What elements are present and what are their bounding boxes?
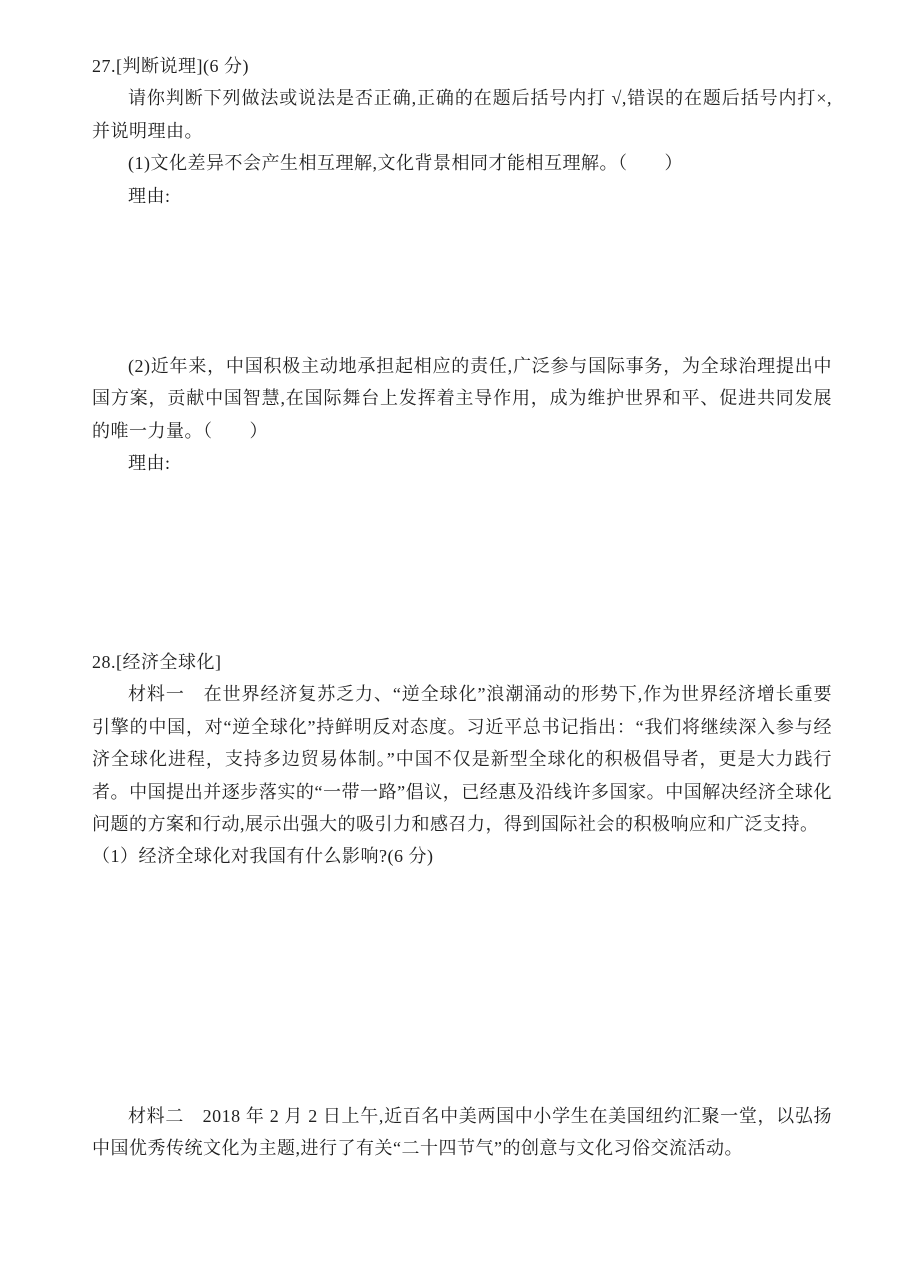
question-27-instructions: 请你判断下列做法或说法是否正确,正确的在题后括号内打 √,错误的在题后括号内打×,并说明理由。 (92, 88, 832, 141)
question-27-section (92, 50, 832, 212)
question-28-material-2-section (92, 1100, 832, 1165)
answer-space-27-1 (92, 220, 832, 340)
question-28-material-1: 材料一 在世界经济复苏乏力、“逆全球化”浪潮涌动的形势下,作为世界经济增长重要引擎的中国，对“逆全球化”持鲜明反对态度。习近平总书记指出：“我们将继续深入参与经济全球化进程，支持多边贸易体制。”中国不仅是新型全球化的积极倡导者，更是大力践行者。中国提出并逐步落实的“一带一路”倡议，已经惠及沿线许多国家。中国解决经济全球化问题的方案和行动,展示出强大的吸引力和感召力，得到国际社会的积极响应和广泛支持。 (92, 684, 832, 835)
answer-space-28-1 (92, 880, 832, 1090)
answer-space-27-2 (92, 490, 832, 640)
question-27-heading: 27.[判断说理](6 分) (92, 56, 249, 76)
question-28-section (92, 646, 832, 873)
question-28-material-2: 材料二 2018 年 2 月 2 日上午,近百名中美两国中小学生在美国纽约汇聚一堂，以弘扬中国优秀传统文化为主题,进行了有关“二十四节气”的创意与文化习俗交流活动。 (92, 1106, 832, 1159)
question-27-item-2: (2)近年来，中国积极主动地承担起相应的责任,广泛参与国际事务，为全球治理提出中国方案，贡献中国智慧,在国际舞台上发挥着主导作用，成为维护世界和平、促进共同发展的唯一力量。（ ） (92, 356, 832, 441)
question-27-reason-1-label: 理由: (128, 185, 171, 206)
question-28-heading: 28.[经济全球化] (92, 652, 222, 672)
question-27-reason-2-label: 理由: (128, 453, 171, 474)
question-28-sub-question-1: （1）经济全球化对我国有什么影响?(6 分) (92, 846, 434, 867)
question-27-item-2-section (92, 350, 832, 480)
question-27-item-1: (1)文化差异不会产生相互理解,文化背景相同才能相互理解。（ ） (128, 153, 683, 174)
